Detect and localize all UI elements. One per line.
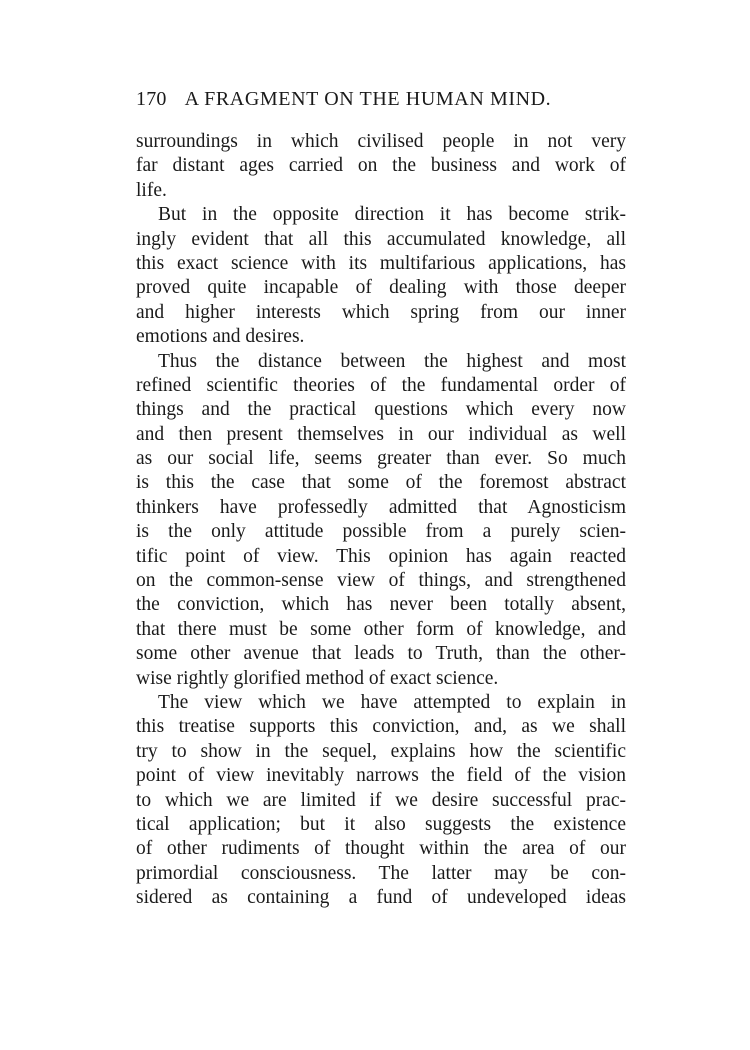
text-line: things and the practical questions which every now <box>136 399 626 421</box>
text-line: far distant ages carried on the business and work of <box>136 155 626 177</box>
text-line: refined scientific theories of the fundamental order of <box>136 374 626 396</box>
text-line: ingly evident that all this accumulated knowledge, all <box>136 228 626 250</box>
running-head <box>136 88 626 116</box>
running-title: A FRAGMENT ON THE HUMAN MIND. <box>184 88 552 110</box>
paragraph-first-line: But in the opposite direction it has become strik- <box>158 204 626 226</box>
text-line: tical application; but it also suggests the existence <box>136 813 626 835</box>
text-line: this treatise supports this conviction, and, as we shall <box>136 716 626 738</box>
body-text <box>136 130 626 911</box>
text-line: point of view inevitably narrows the field of the vision <box>136 765 626 787</box>
text-line: on the common-sense view of things, and strengthened <box>136 570 626 592</box>
text-line: try to show in the sequel, explains how the scientific <box>136 740 626 762</box>
paragraph-first-line: Thus the distance between the highest and most <box>158 350 626 372</box>
text-line: tific point of view. This opinion has again reacted <box>136 545 626 567</box>
text-line: sidered as containing a fund of undeveloped ideas <box>136 887 626 909</box>
text-line: this exact science with its multifarious applications, has <box>136 252 626 274</box>
text-line: as our social life, seems greater than ever. So much <box>136 448 626 470</box>
text-line: proved quite incapable of dealing with those deeper <box>136 277 626 299</box>
text-line: some other avenue that leads to Truth, than the other- <box>136 643 626 665</box>
paragraph-first-line: The view which we have attempted to explain in <box>158 691 626 713</box>
text-line: and then present themselves in our individual as well <box>136 423 626 445</box>
text-line: and higher interests which spring from our inner <box>136 301 626 323</box>
text-line: of other rudiments of thought within the area of our <box>136 838 626 860</box>
text-line: is the only attitude possible from a purely scien- <box>136 521 626 543</box>
text-line: surroundings in which civilised people in not very <box>136 131 626 152</box>
page-number: 170 <box>136 88 167 110</box>
text-line: life. <box>136 179 167 201</box>
text-line: that there must be some other form of knowledge, and <box>136 618 626 640</box>
text-line: is this the case that some of the foremost abstract <box>136 472 626 494</box>
text-line: thinkers have professedly admitted that Agnosticism <box>136 496 626 518</box>
text-line: primordial consciousness. The latter may be con- <box>136 862 626 884</box>
text-line: the conviction, which has never been totally absent, <box>136 594 626 616</box>
text-line: emotions and desires. <box>136 326 305 348</box>
text-line: wise rightly glorified method of exact science. <box>136 667 499 689</box>
text-line: to which we are limited if we desire successful prac- <box>136 789 626 811</box>
